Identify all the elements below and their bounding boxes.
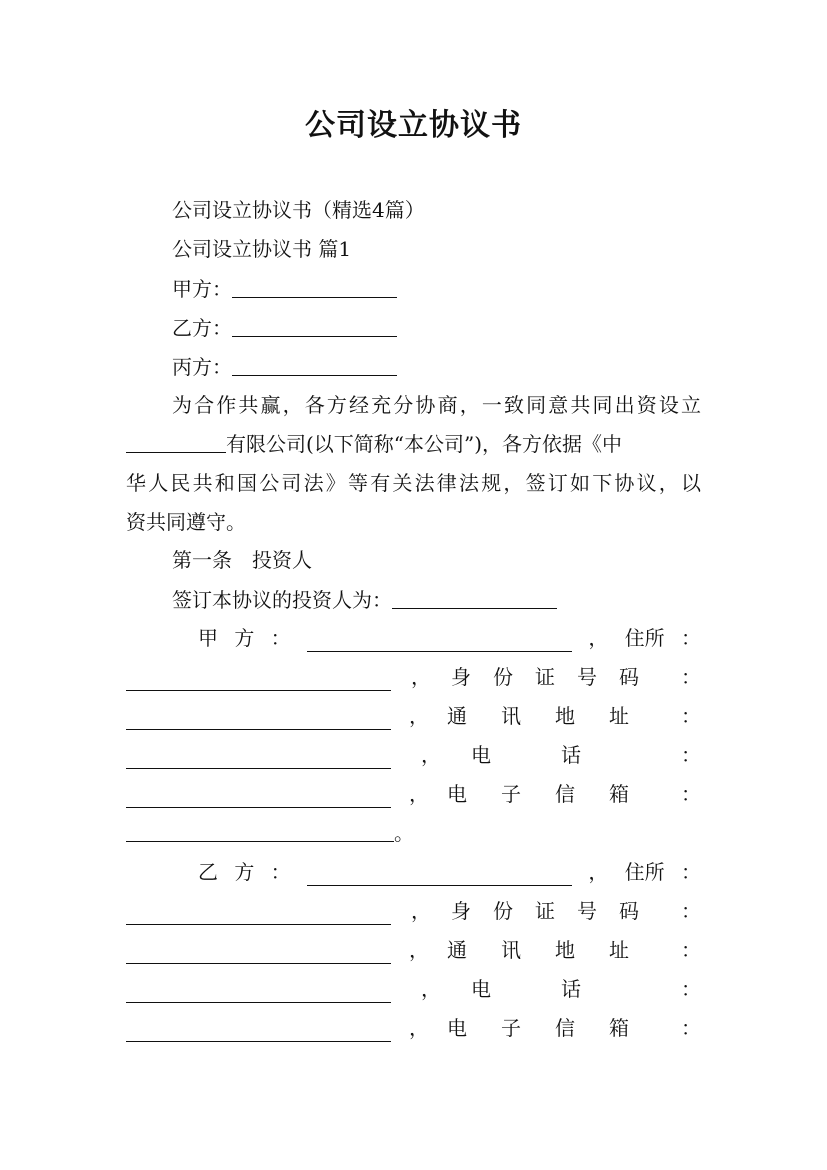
investor-yi-name-row: 乙 方 ： ， 住所 ： bbox=[198, 860, 701, 884]
investor-jia-name-row: 甲 方 ： ， 住所 ： bbox=[198, 626, 701, 650]
investor-yi-email-row: ， 电子信箱 ： bbox=[126, 1014, 701, 1042]
email-label: 电子信箱 bbox=[447, 1016, 663, 1040]
residence-label: 住所 bbox=[624, 860, 665, 884]
company-name-blank[interactable] bbox=[126, 430, 226, 453]
phone-label: 电话 bbox=[471, 977, 651, 1001]
party-name-blank[interactable] bbox=[232, 353, 397, 376]
phone-label: 电话 bbox=[471, 743, 651, 767]
investor-name-blank[interactable] bbox=[307, 629, 572, 652]
investor-yi-phone-row: ， 电话 ： bbox=[126, 975, 701, 1003]
document-title: 公司设立协议书 bbox=[305, 108, 522, 143]
party-name-blank[interactable] bbox=[232, 314, 397, 337]
residence-blank[interactable] bbox=[126, 668, 391, 691]
preamble-line-3: 华人民共和国公司法》等有关法律法规，签订如下协议，以 bbox=[126, 471, 701, 495]
address-label: 通讯地址 bbox=[447, 938, 663, 962]
investor-name-blank[interactable] bbox=[307, 863, 572, 886]
id-number-blank[interactable] bbox=[126, 941, 391, 964]
preamble-text: 有限公司(以下简称“本公司”)，各方依据《中 bbox=[226, 432, 623, 456]
party-name-blank[interactable] bbox=[232, 275, 397, 298]
address-label: 通讯地址 bbox=[447, 704, 663, 728]
address-blank[interactable] bbox=[126, 980, 391, 1003]
article-1-heading: 第一条 投资人 bbox=[172, 548, 312, 572]
residence-blank[interactable] bbox=[126, 902, 391, 925]
email-label: 电子信箱 bbox=[447, 782, 663, 806]
document-subtitle: 公司设立协议书（精选4篇） bbox=[172, 198, 425, 222]
investor-jia-id-row: ， 身份证号码 ： bbox=[126, 663, 701, 691]
article-1-intro: 签订本协议的投资人为： bbox=[172, 586, 557, 614]
party-line-bing bbox=[172, 353, 397, 381]
residence-label: 住所 bbox=[624, 626, 665, 650]
party-label: 丙方： bbox=[172, 355, 232, 379]
investor-yi-address-row: ， 通讯地址 ： bbox=[126, 936, 701, 964]
phone-blank[interactable] bbox=[126, 1019, 391, 1042]
investor-jia-address-row: ， 通讯地址 ： bbox=[126, 702, 701, 730]
id-number-blank[interactable] bbox=[126, 707, 391, 730]
id-number-label: 身份证号码 bbox=[451, 665, 661, 689]
section-heading: 公司设立协议书 篇1 bbox=[172, 237, 352, 261]
phone-blank[interactable] bbox=[126, 785, 391, 808]
investor-yi-id-row: ， 身份证号码 ： bbox=[126, 897, 701, 925]
email-blank[interactable] bbox=[126, 819, 394, 842]
party-label: 甲方： bbox=[172, 277, 232, 301]
preamble-line-1: 为合作共赢，各方经充分协商，一致同意共同出资设立 bbox=[172, 393, 701, 417]
investor-blank[interactable] bbox=[392, 586, 557, 609]
address-blank[interactable] bbox=[126, 746, 391, 769]
investor-jia-email-row: ， 电子信箱 ： bbox=[126, 780, 701, 808]
investor-jia-end-row: 。 bbox=[126, 819, 701, 847]
preamble-line-4: 资共同遵守。 bbox=[126, 510, 246, 534]
party-line-yi bbox=[172, 314, 397, 342]
investor-jia-phone-row: ， 电话 ： bbox=[126, 741, 701, 769]
party-line-jia bbox=[172, 275, 397, 303]
preamble-line-2 bbox=[126, 430, 701, 458]
party-label: 乙方： bbox=[172, 316, 232, 340]
id-number-label: 身份证号码 bbox=[451, 899, 661, 923]
